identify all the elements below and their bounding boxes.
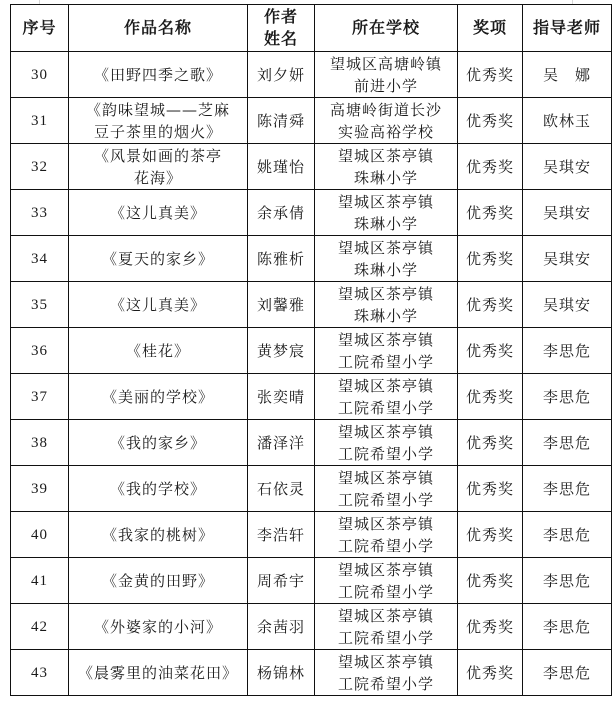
cell-school — [315, 650, 458, 696]
cell-award: 优秀奖 — [458, 604, 523, 650]
cell-work-title — [69, 52, 248, 98]
school-line1: 望城区茶亭镇 — [337, 652, 434, 671]
cell-work-title — [69, 328, 248, 374]
cell-school — [315, 558, 458, 604]
cell-author: 余茜羽 — [248, 604, 315, 650]
cell-teacher: 李思危 — [523, 420, 612, 466]
cell-award: 优秀奖 — [458, 190, 523, 236]
cell-teacher: 李思危 — [523, 604, 612, 650]
table-row — [11, 144, 612, 190]
cell-author: 余承倩 — [248, 190, 315, 236]
table-row — [11, 558, 612, 604]
cell-author: 周希宇 — [248, 558, 315, 604]
cell-teacher: 吴琪安 — [523, 144, 612, 190]
work-title-line1: 《风景如画的茶亭 — [93, 146, 222, 165]
cell-school — [315, 466, 458, 512]
cell-author: 黄梦宸 — [248, 328, 315, 374]
cell-index: 36 — [11, 328, 69, 374]
cell-school — [315, 144, 458, 190]
cell-index: 41 — [11, 558, 69, 604]
school-line1: 望城区茶亭镇 — [337, 560, 434, 579]
school-line2: 工院希望小学 — [337, 352, 434, 371]
school-line1: 高塘岭街道长沙 — [329, 100, 442, 119]
cell-work-title — [69, 144, 248, 190]
work-title-line1: 《我家的桃树》 — [101, 525, 214, 544]
school-line1: 望城区茶亭镇 — [337, 284, 434, 303]
school-line2: 实验高裕学校 — [337, 122, 434, 141]
cell-teacher: 李思危 — [523, 374, 612, 420]
header-work-title: 作品名称 — [69, 5, 248, 52]
school-line2: 工院希望小学 — [337, 536, 434, 555]
cell-index: 33 — [11, 190, 69, 236]
cell-award: 优秀奖 — [458, 374, 523, 420]
cell-school — [315, 52, 458, 98]
cell-work-title — [69, 466, 248, 512]
cell-index: 31 — [11, 98, 69, 144]
cell-author: 刘夕妍 — [248, 52, 315, 98]
cell-work-title — [69, 558, 248, 604]
school-line1: 望城区茶亭镇 — [337, 468, 434, 487]
school-line1: 望城区茶亭镇 — [337, 606, 434, 625]
school-line1: 望城区茶亭镇 — [337, 514, 434, 533]
work-title-line1: 《韵味望城——芝麻 — [85, 100, 230, 119]
cell-index: 34 — [11, 236, 69, 282]
school-line2: 工院希望小学 — [337, 674, 434, 693]
cell-index: 42 — [11, 604, 69, 650]
cell-index: 40 — [11, 512, 69, 558]
school-line2: 珠琳小学 — [353, 214, 418, 233]
header-award: 奖项 — [458, 5, 523, 52]
work-title-line1: 《外婆家的小河》 — [93, 617, 222, 636]
work-title-line1: 《这儿真美》 — [109, 295, 206, 314]
work-title-line1: 《我的家乡》 — [109, 433, 206, 452]
header-row — [11, 5, 612, 52]
awards-table — [10, 4, 612, 696]
table-row — [11, 466, 612, 512]
cell-award: 优秀奖 — [458, 144, 523, 190]
cell-award: 优秀奖 — [458, 328, 523, 374]
cell-teacher: 李思危 — [523, 650, 612, 696]
cell-index: 43 — [11, 650, 69, 696]
header-author-line2: 姓名 — [263, 29, 298, 48]
table-body — [11, 52, 612, 696]
cell-award: 优秀奖 — [458, 650, 523, 696]
table-row — [11, 650, 612, 696]
school-line1: 望城区高塘岭镇 — [329, 54, 442, 73]
cell-school — [315, 328, 458, 374]
cell-author: 潘泽洋 — [248, 420, 315, 466]
table-row — [11, 328, 612, 374]
work-title-line2: 豆子茶里的烟火》 — [93, 122, 222, 141]
cell-work-title — [69, 374, 248, 420]
cell-index: 35 — [11, 282, 69, 328]
cell-school — [315, 98, 458, 144]
school-line2: 工院希望小学 — [337, 444, 434, 463]
school-line2: 珠琳小学 — [353, 168, 418, 187]
cell-author: 陈雅析 — [248, 236, 315, 282]
cell-work-title — [69, 512, 248, 558]
cell-work-title — [69, 420, 248, 466]
table-row — [11, 190, 612, 236]
cell-work-title — [69, 236, 248, 282]
cell-award: 优秀奖 — [458, 558, 523, 604]
cell-award: 优秀奖 — [458, 282, 523, 328]
school-line1: 望城区茶亭镇 — [337, 330, 434, 349]
table-row — [11, 282, 612, 328]
cell-school — [315, 420, 458, 466]
cell-author: 刘馨雅 — [248, 282, 315, 328]
cell-teacher: 吴琪安 — [523, 282, 612, 328]
table-row — [11, 420, 612, 466]
cell-author: 杨锦林 — [248, 650, 315, 696]
cell-teacher: 李思危 — [523, 512, 612, 558]
cell-school — [315, 512, 458, 558]
work-title-line1: 《美丽的学校》 — [101, 387, 214, 406]
cell-author: 石依灵 — [248, 466, 315, 512]
header-school: 所在学校 — [315, 5, 458, 52]
school-line1: 望城区茶亭镇 — [337, 376, 434, 395]
cell-index: 30 — [11, 52, 69, 98]
cell-school — [315, 236, 458, 282]
cell-work-title — [69, 650, 248, 696]
cell-work-title — [69, 98, 248, 144]
school-line2: 工院希望小学 — [337, 628, 434, 647]
cell-teacher: 吴 娜 — [523, 52, 612, 98]
header-author — [248, 5, 315, 52]
header-author-line1: 作者 — [263, 7, 298, 26]
cell-author: 张奕晴 — [248, 374, 315, 420]
cell-teacher: 欧林玉 — [523, 98, 612, 144]
work-title-line1: 《桂花》 — [125, 341, 190, 360]
cell-school — [315, 374, 458, 420]
work-title-line1: 《我的学校》 — [109, 479, 206, 498]
header-index: 序号 — [11, 5, 69, 52]
header-teacher: 指导老师 — [523, 5, 612, 52]
work-title-line1: 《晨雾里的油菜花田》 — [77, 663, 238, 682]
cell-school — [315, 604, 458, 650]
cell-index: 38 — [11, 420, 69, 466]
cell-index: 39 — [11, 466, 69, 512]
cell-work-title — [69, 604, 248, 650]
school-line1: 望城区茶亭镇 — [337, 238, 434, 257]
cell-award: 优秀奖 — [458, 236, 523, 282]
cell-work-title — [69, 282, 248, 328]
work-title-line1: 《金黄的田野》 — [101, 571, 214, 590]
table-row — [11, 604, 612, 650]
work-title-line1: 《夏天的家乡》 — [101, 249, 214, 268]
work-title-line1: 《这儿真美》 — [109, 203, 206, 222]
table-row — [11, 52, 612, 98]
cell-author: 李浩轩 — [248, 512, 315, 558]
cell-author: 姚瑾怡 — [248, 144, 315, 190]
school-line2: 工院希望小学 — [337, 490, 434, 509]
cell-teacher: 李思危 — [523, 558, 612, 604]
school-line2: 工院希望小学 — [337, 398, 434, 417]
work-title-line1: 《田野四季之歌》 — [93, 65, 222, 84]
school-line2: 珠琳小学 — [353, 260, 418, 279]
school-line2: 工院希望小学 — [337, 582, 434, 601]
cell-index: 37 — [11, 374, 69, 420]
cell-school — [315, 190, 458, 236]
cell-teacher: 吴琪安 — [523, 190, 612, 236]
school-line2: 珠琳小学 — [353, 306, 418, 325]
cell-award: 优秀奖 — [458, 466, 523, 512]
school-line1: 望城区茶亭镇 — [337, 422, 434, 441]
table-row — [11, 236, 612, 282]
cell-award: 优秀奖 — [458, 420, 523, 466]
cell-work-title — [69, 190, 248, 236]
school-line2: 前进小学 — [353, 76, 418, 95]
work-title-line2: 花海》 — [133, 168, 182, 187]
cell-award: 优秀奖 — [458, 98, 523, 144]
cell-teacher: 李思危 — [523, 328, 612, 374]
cell-award: 优秀奖 — [458, 52, 523, 98]
cell-index: 32 — [11, 144, 69, 190]
school-line1: 望城区茶亭镇 — [337, 192, 434, 211]
cell-award: 优秀奖 — [458, 512, 523, 558]
table-row — [11, 512, 612, 558]
cell-author: 陈清舜 — [248, 98, 315, 144]
table-row — [11, 374, 612, 420]
table-row — [11, 98, 612, 144]
cell-teacher: 吴琪安 — [523, 236, 612, 282]
school-line1: 望城区茶亭镇 — [337, 146, 434, 165]
cell-school — [315, 282, 458, 328]
cell-teacher: 李思危 — [523, 466, 612, 512]
